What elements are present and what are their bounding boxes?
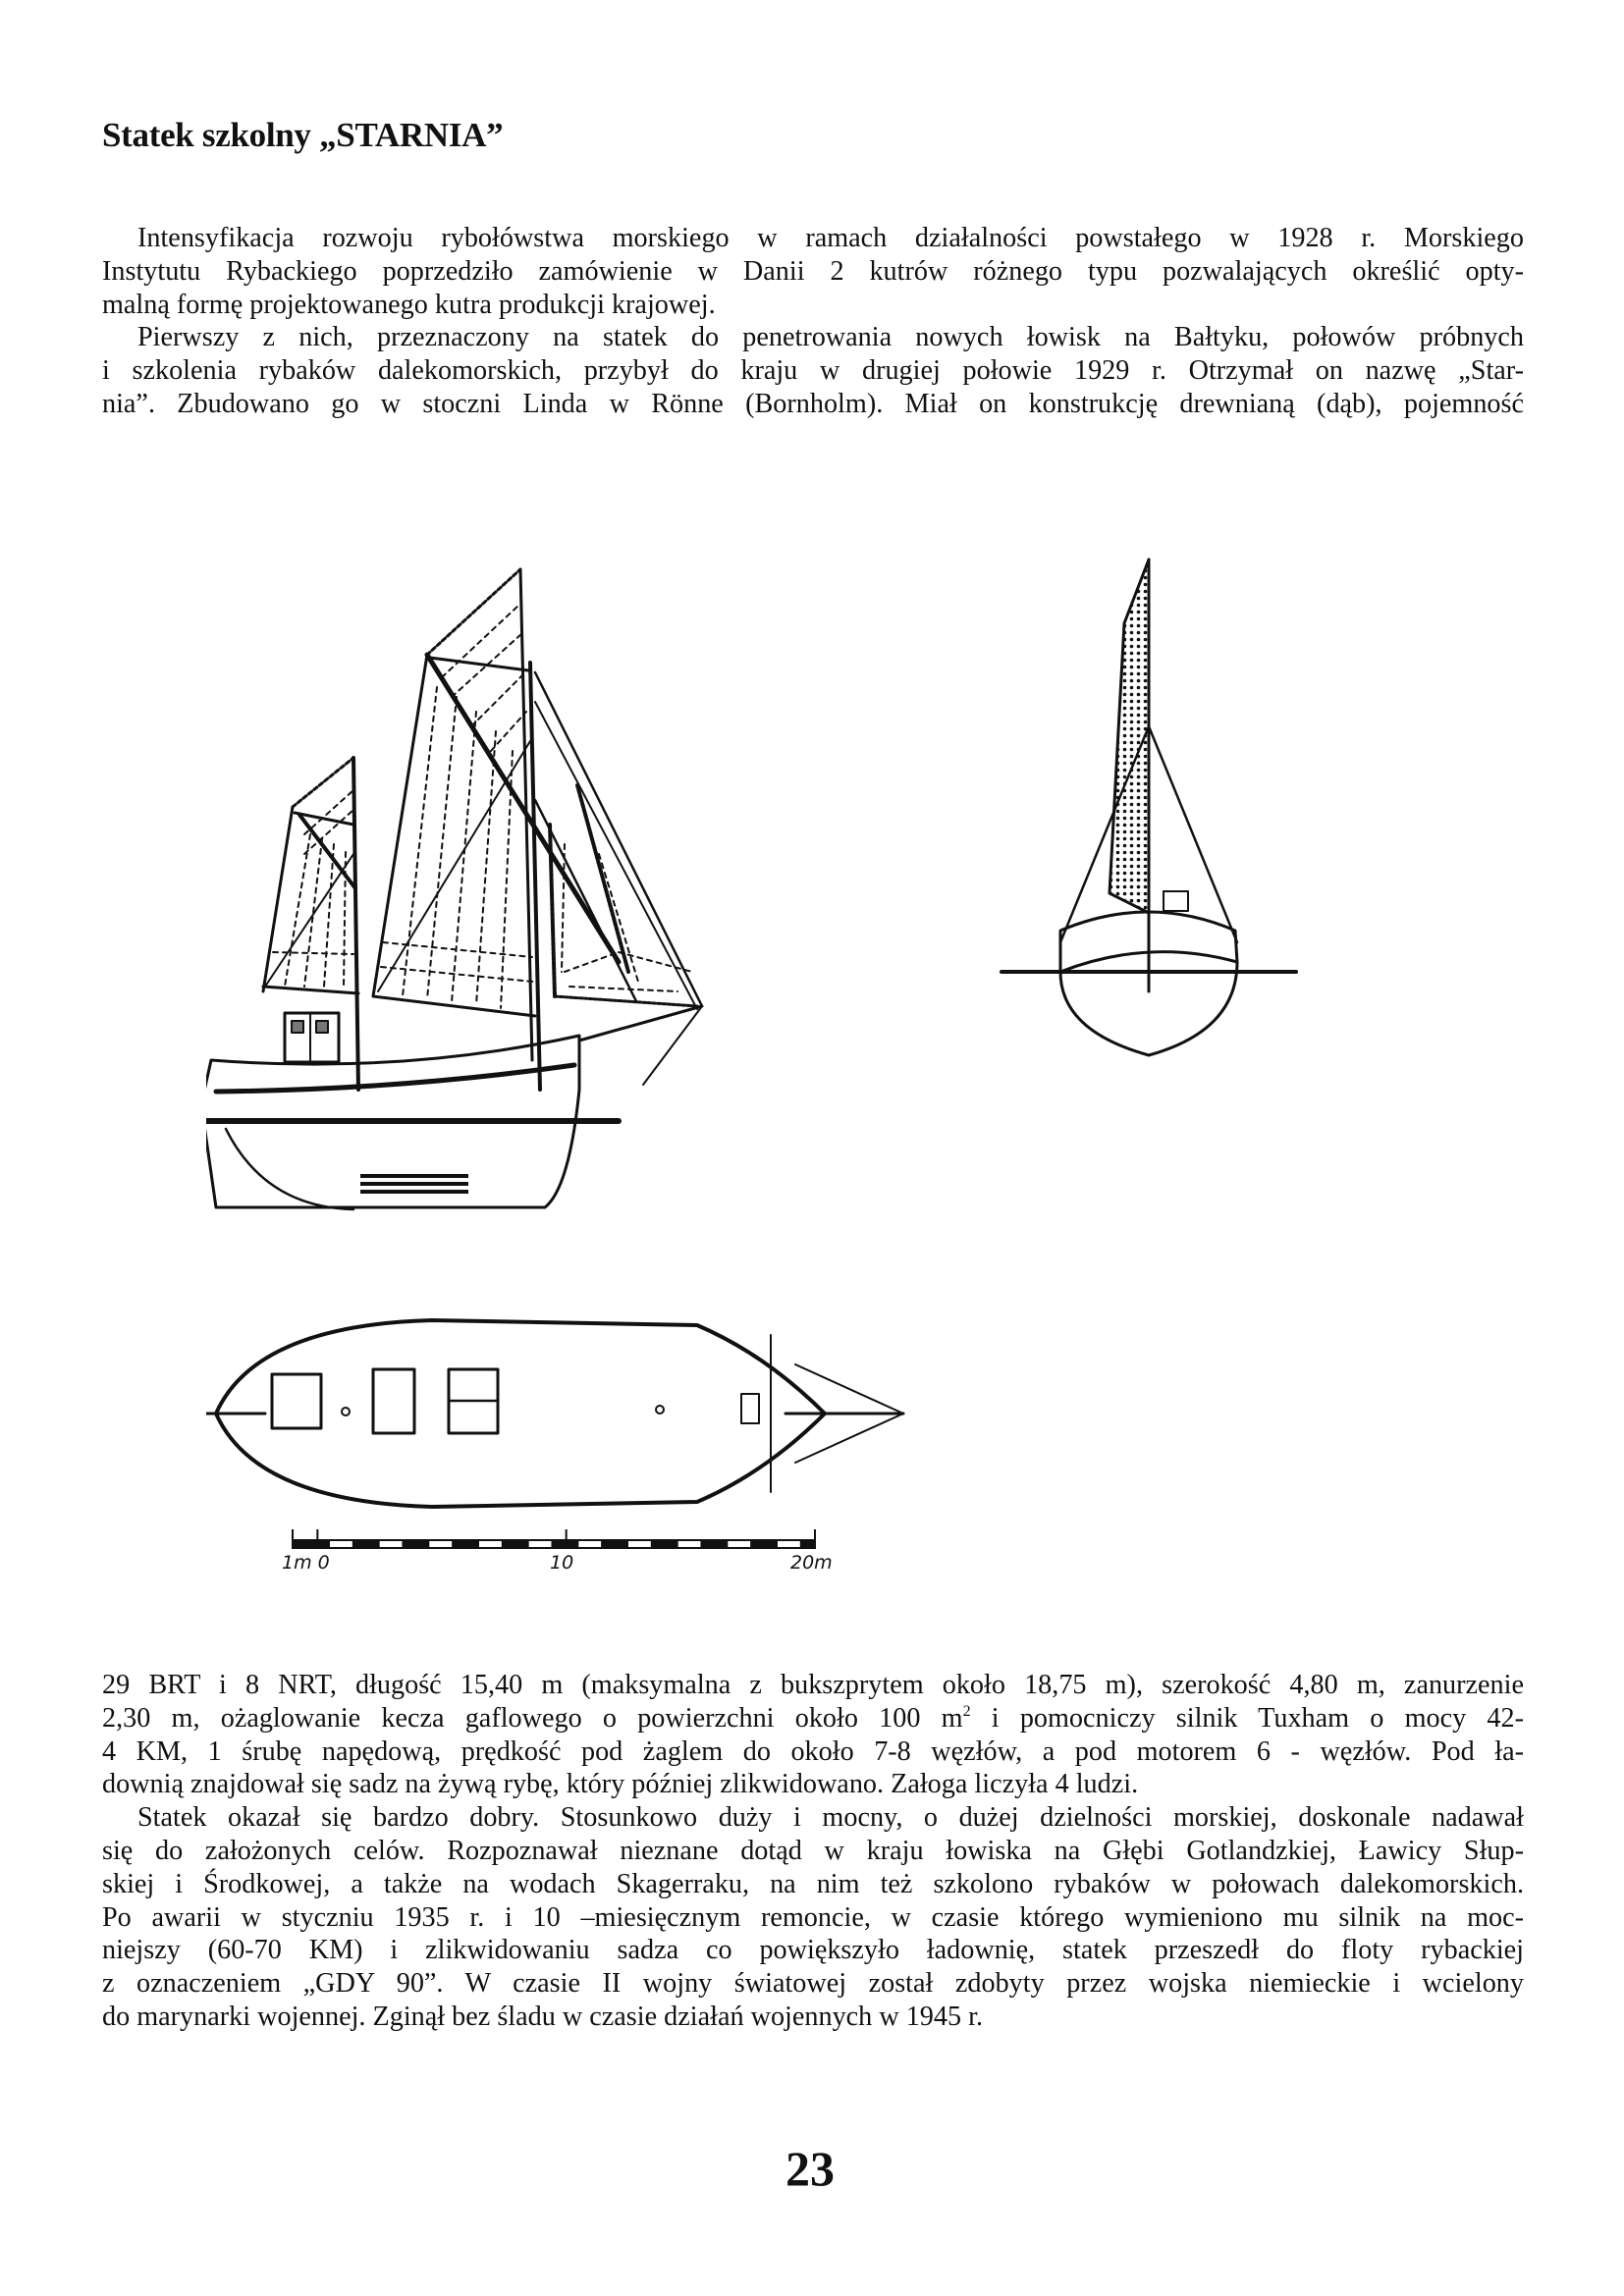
scale-label-mid: 10 — [550, 1552, 574, 1574]
text-line: Instytutu Rybackiego poprzedziło zamówienie w Danii 2 kutrów różnego typu pozwalających określić opty- — [102, 255, 1524, 287]
text-line: Intensyfikacja rozwoju rybołówstwa morskiego w ramach działalności powstałego w 1928 r. Morskiego — [137, 223, 1524, 253]
text-line: do marynarki wojennej. Zginął bez śladu w czasie działań wojennych w 1945 r. — [102, 2001, 984, 2032]
scale-bar-segment — [578, 1541, 601, 1547]
text-line: malną formę projektowanego kutra produkcji krajowej. — [102, 289, 716, 320]
text-line: 29 BRT i 8 NRT, długość 15,40 m (maksymalna z bukszprytem około 18,75 m), szerokość 4,80 m, zanurzenie — [102, 1670, 1524, 1700]
scale-bar-segment — [678, 1541, 701, 1547]
page-title: Statek szkolny „STARNIA” — [102, 116, 504, 154]
deck-plan — [206, 1320, 903, 1507]
text-line: 4 KM, 1 śrubę napędową, prędkość pod żaglem do około 7-8 węzłów, a pod motorem 6 - węzłów. Pod ła- — [102, 1735, 1524, 1767]
text-line: skiej i Środkowej, a także na wodach Skagerraku, na nim też szkolono rybaków w połowach dalekomorskich. — [102, 1868, 1524, 1899]
body-paragraphs — [102, 1669, 1524, 2034]
text-line: Po awarii w styczniu 1935 r. i 10 –miesięcznym remoncie, w czasie którego wymieniono mu silnik na moc- — [102, 1901, 1524, 1933]
text-line: z oznaczeniem „GDY 90”. W czasie II wojny światowej został zdobyty przez wojska niemieckie i wcielony — [102, 1968, 1524, 2000]
bowsprit — [579, 1006, 702, 1041]
scale-label-start: 1m 0 — [282, 1552, 330, 1574]
scale-bar-segment — [728, 1541, 750, 1547]
text-line: 2,30 m, ożaglowanie kecza gaflowego o powierzchni około 100 $m^2$ i pomocniczy silnik Tuxham o mocy 42- — [102, 1702, 1524, 1734]
front-view — [1001, 560, 1296, 1055]
text-line: niejszy (60-70 KM) i zlikwidowaniu sadza co powiększyło ładownię, statek przeszedł do floty rybackiej — [102, 1935, 1524, 1966]
side-view — [206, 569, 702, 1209]
superscript: 2 — [962, 1702, 971, 1720]
text-line: Pierwszy z nich, przeznaczony na statek do penetrowania nowych łowisk na Bałtyku, połowów próbnych — [137, 322, 1524, 353]
main-sail — [373, 569, 619, 1090]
text-line: nia”. Zbudowano go w stoczni Linda w Rönne (Bornholm). Miał on konstrukcję drewnianą (dąb), pojemność — [102, 388, 1524, 419]
intro-paragraphs — [102, 222, 1524, 421]
text-line: i szkolenia rybaków dalekomorskich, przybył do kraju w drugiej połowie 1929 r. Otrzymał on nazwę „Star- — [102, 355, 1524, 387]
page-number: 23 — [785, 2141, 835, 2196]
deckhouse — [285, 1013, 339, 1062]
ship-drawing — [206, 540, 1483, 1639]
text-line: downią znajdował się sadz na żywą rybę, który później zlikwidowano. Załoga liczyła 4 ludzi. — [102, 1769, 1139, 1800]
scale-bar-segment — [529, 1541, 552, 1547]
scale-label-end: 20m — [790, 1552, 833, 1574]
text-line: Statek okazał się bardzo dobry. Stosunkowo duży i mocny, o dużej dzielności morskiej, doskonale nadawał — [137, 1802, 1524, 1834]
scale-bar-segment — [429, 1541, 452, 1547]
scale-bar — [293, 1529, 815, 1549]
scale-bar-segment — [778, 1541, 800, 1547]
scale-bar-segment — [330, 1541, 352, 1547]
scale-bar-segment — [380, 1541, 403, 1547]
hull-dots — [360, 1174, 468, 1194]
scale-bar-segment — [628, 1541, 651, 1547]
scale-bar-segment — [479, 1541, 502, 1547]
text-line: się do założonych celów. Rozpoznawał nieznane dotąd w kraju łowiska na Głębi Gotlandzkiej, Ławicy Słup- — [102, 1835, 1524, 1866]
